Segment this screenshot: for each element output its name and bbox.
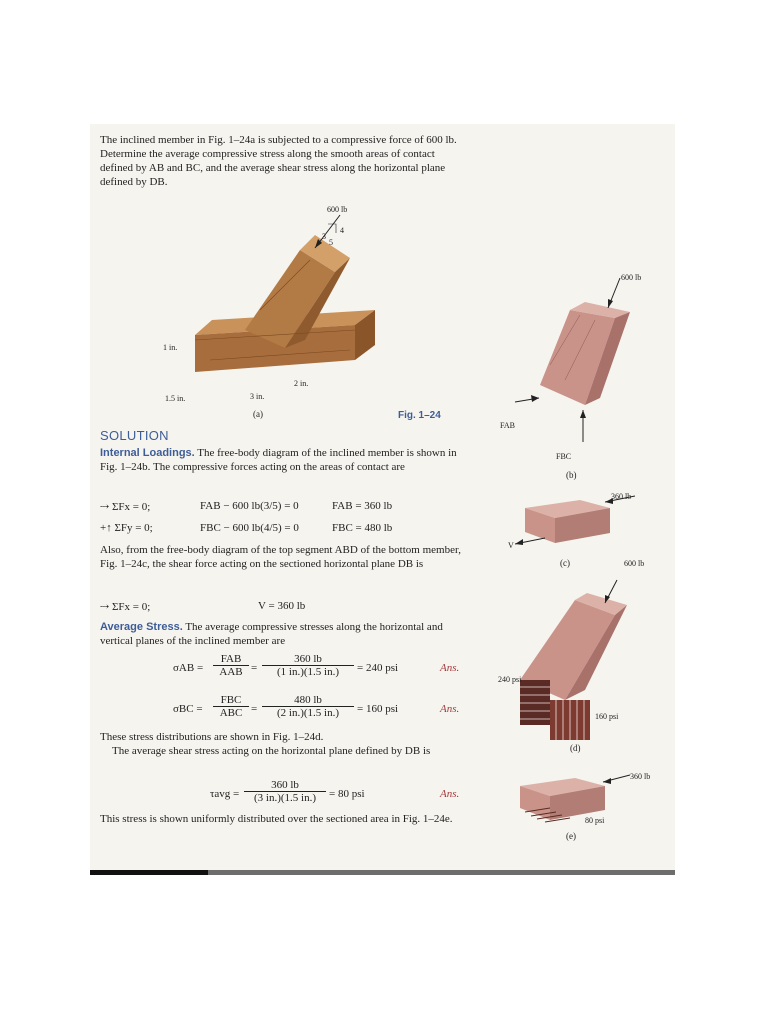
- internal-loadings-heading: Internal Loadings.: [100, 447, 195, 459]
- s3-frac: [244, 779, 326, 804]
- s1-d1: AAB: [219, 666, 243, 678]
- fig-e-force: 360 lb: [630, 772, 651, 781]
- figure-a-joint: [150, 200, 430, 410]
- fig-d-160: 160 psi: [595, 712, 619, 721]
- fig-e-caption: (e): [566, 831, 576, 841]
- eq1-lhs: ⇢ ΣFx = 0;: [100, 501, 151, 513]
- average-stress-text: The average compressive stresses along the horizontal and vertical planes of the inclined member are: [100, 621, 443, 647]
- s2-d1: ABC: [219, 707, 243, 719]
- s2-lhs: σBC =: [173, 703, 203, 715]
- footer-rule: [208, 870, 675, 875]
- fig-d-240: 240 psi: [498, 675, 522, 684]
- problem-text: The inclined member in Fig. 1–24a is subjected to a compressive force of 600 lb. Determine the average compressive stress along the smooth areas of contact defined by AB and BC, and the average shear stress along the horizontal plane defined by DB.: [100, 134, 457, 188]
- fig-b-caption: (b): [566, 470, 577, 480]
- s1-lhs: σAB =: [173, 662, 204, 674]
- dist-text: These stress distributions are shown in Fig. 1–24d.: [100, 731, 324, 743]
- shear-text: The average shear stress acting on the horizontal plane defined by DB is: [112, 745, 431, 757]
- fig-a-dim-2in: 2 in.: [294, 379, 309, 388]
- s2-n2: 480 lb: [262, 694, 354, 707]
- fig-c-caption: (c): [560, 558, 570, 568]
- fig-a-dim-1in: 1 in.: [163, 343, 178, 352]
- figure-label: Fig. 1–24: [398, 410, 441, 421]
- figure-b-fbd: [505, 270, 665, 450]
- fig-a-dim-15in: 1.5 in.: [165, 394, 186, 403]
- fig-e-80: 80 psi: [585, 816, 605, 825]
- ans-3: Ans.: [440, 788, 460, 800]
- fig-d-force: 600 lb: [624, 559, 645, 568]
- fig-a-slope-5: 5: [329, 238, 333, 247]
- fig-a-caption: (a): [253, 409, 263, 419]
- ans-2: Ans.: [440, 703, 460, 715]
- s2-n1: FBC: [213, 694, 249, 707]
- fig-c-force: 360 lb: [611, 492, 632, 501]
- fig-a-slope-3: 3: [322, 232, 326, 241]
- s2-frac2: [262, 694, 354, 719]
- final-text: This stress is shown uniformly distributed over the sectioned area in Fig. 1–24e.: [100, 813, 453, 825]
- s1-result: = 240 psi: [357, 662, 399, 674]
- s3-result: = 80 psi: [329, 788, 365, 800]
- eq2-result: FBC = 480 lb: [332, 522, 393, 534]
- average-stress-heading: Average Stress.: [100, 621, 183, 633]
- figure-c-fbd: [505, 488, 665, 558]
- eq1-result: FAB = 360 lb: [332, 500, 393, 512]
- s1-n1: FAB: [213, 653, 249, 666]
- fig-a-slope-4: 4: [340, 226, 344, 235]
- s1-frac1: [213, 653, 249, 678]
- s1-frac2: [262, 653, 354, 678]
- s2-result: = 160 psi: [357, 703, 399, 715]
- fig-d-caption: (d): [570, 743, 581, 753]
- s1-d2: (1 in.)(1.5 in.): [276, 666, 339, 678]
- solution-heading: SOLUTION: [100, 428, 169, 443]
- also-text: Also, from the free-body diagram of the top segment ABD of the bottom member, Fig. 1–24c, the shear force acting on the sectioned horizontal plane DB is: [100, 544, 461, 570]
- fig-b-fbc: FBC: [556, 452, 572, 461]
- s3-n: 360 lb: [244, 779, 326, 792]
- fig-b-force: 600 lb: [621, 273, 642, 282]
- s2-frac1: [213, 694, 249, 719]
- eq1-mid: FAB − 600 lb(3/5) = 0: [200, 500, 299, 512]
- s1-n2: 360 lb: [262, 653, 354, 666]
- internal-loadings-para: [100, 446, 465, 474]
- eq2-mid: FBC − 600 lb(4/5) = 0: [200, 522, 299, 534]
- s3-lhs: τavg =: [210, 788, 240, 800]
- figure-d-stress: [505, 575, 665, 750]
- fig-b-fab: FAB: [500, 421, 515, 430]
- footer-rule-dark: [90, 870, 208, 875]
- eq3-lhs: ⇢ ΣFx = 0;: [100, 601, 151, 613]
- fig-c-v: V: [508, 541, 514, 550]
- eq2-lhs: +↑ ΣFy = 0;: [100, 522, 153, 534]
- eq3-result: V = 360 lb: [258, 600, 306, 612]
- fig-a-dim-3in: 3 in.: [250, 392, 265, 401]
- ans-1: Ans.: [440, 662, 460, 674]
- fig-a-force: 600 lb: [327, 205, 348, 214]
- internal-loadings-text: The free-body diagram of the inclined member is shown in Fig. 1–24b. The compressive forces acting on the areas of contact are: [100, 447, 457, 473]
- s2-d2: (2 in.)(1.5 in.): [276, 707, 339, 719]
- average-stress-para: [100, 620, 465, 648]
- s3-d: (3 in.)(1.5 in.): [253, 792, 316, 804]
